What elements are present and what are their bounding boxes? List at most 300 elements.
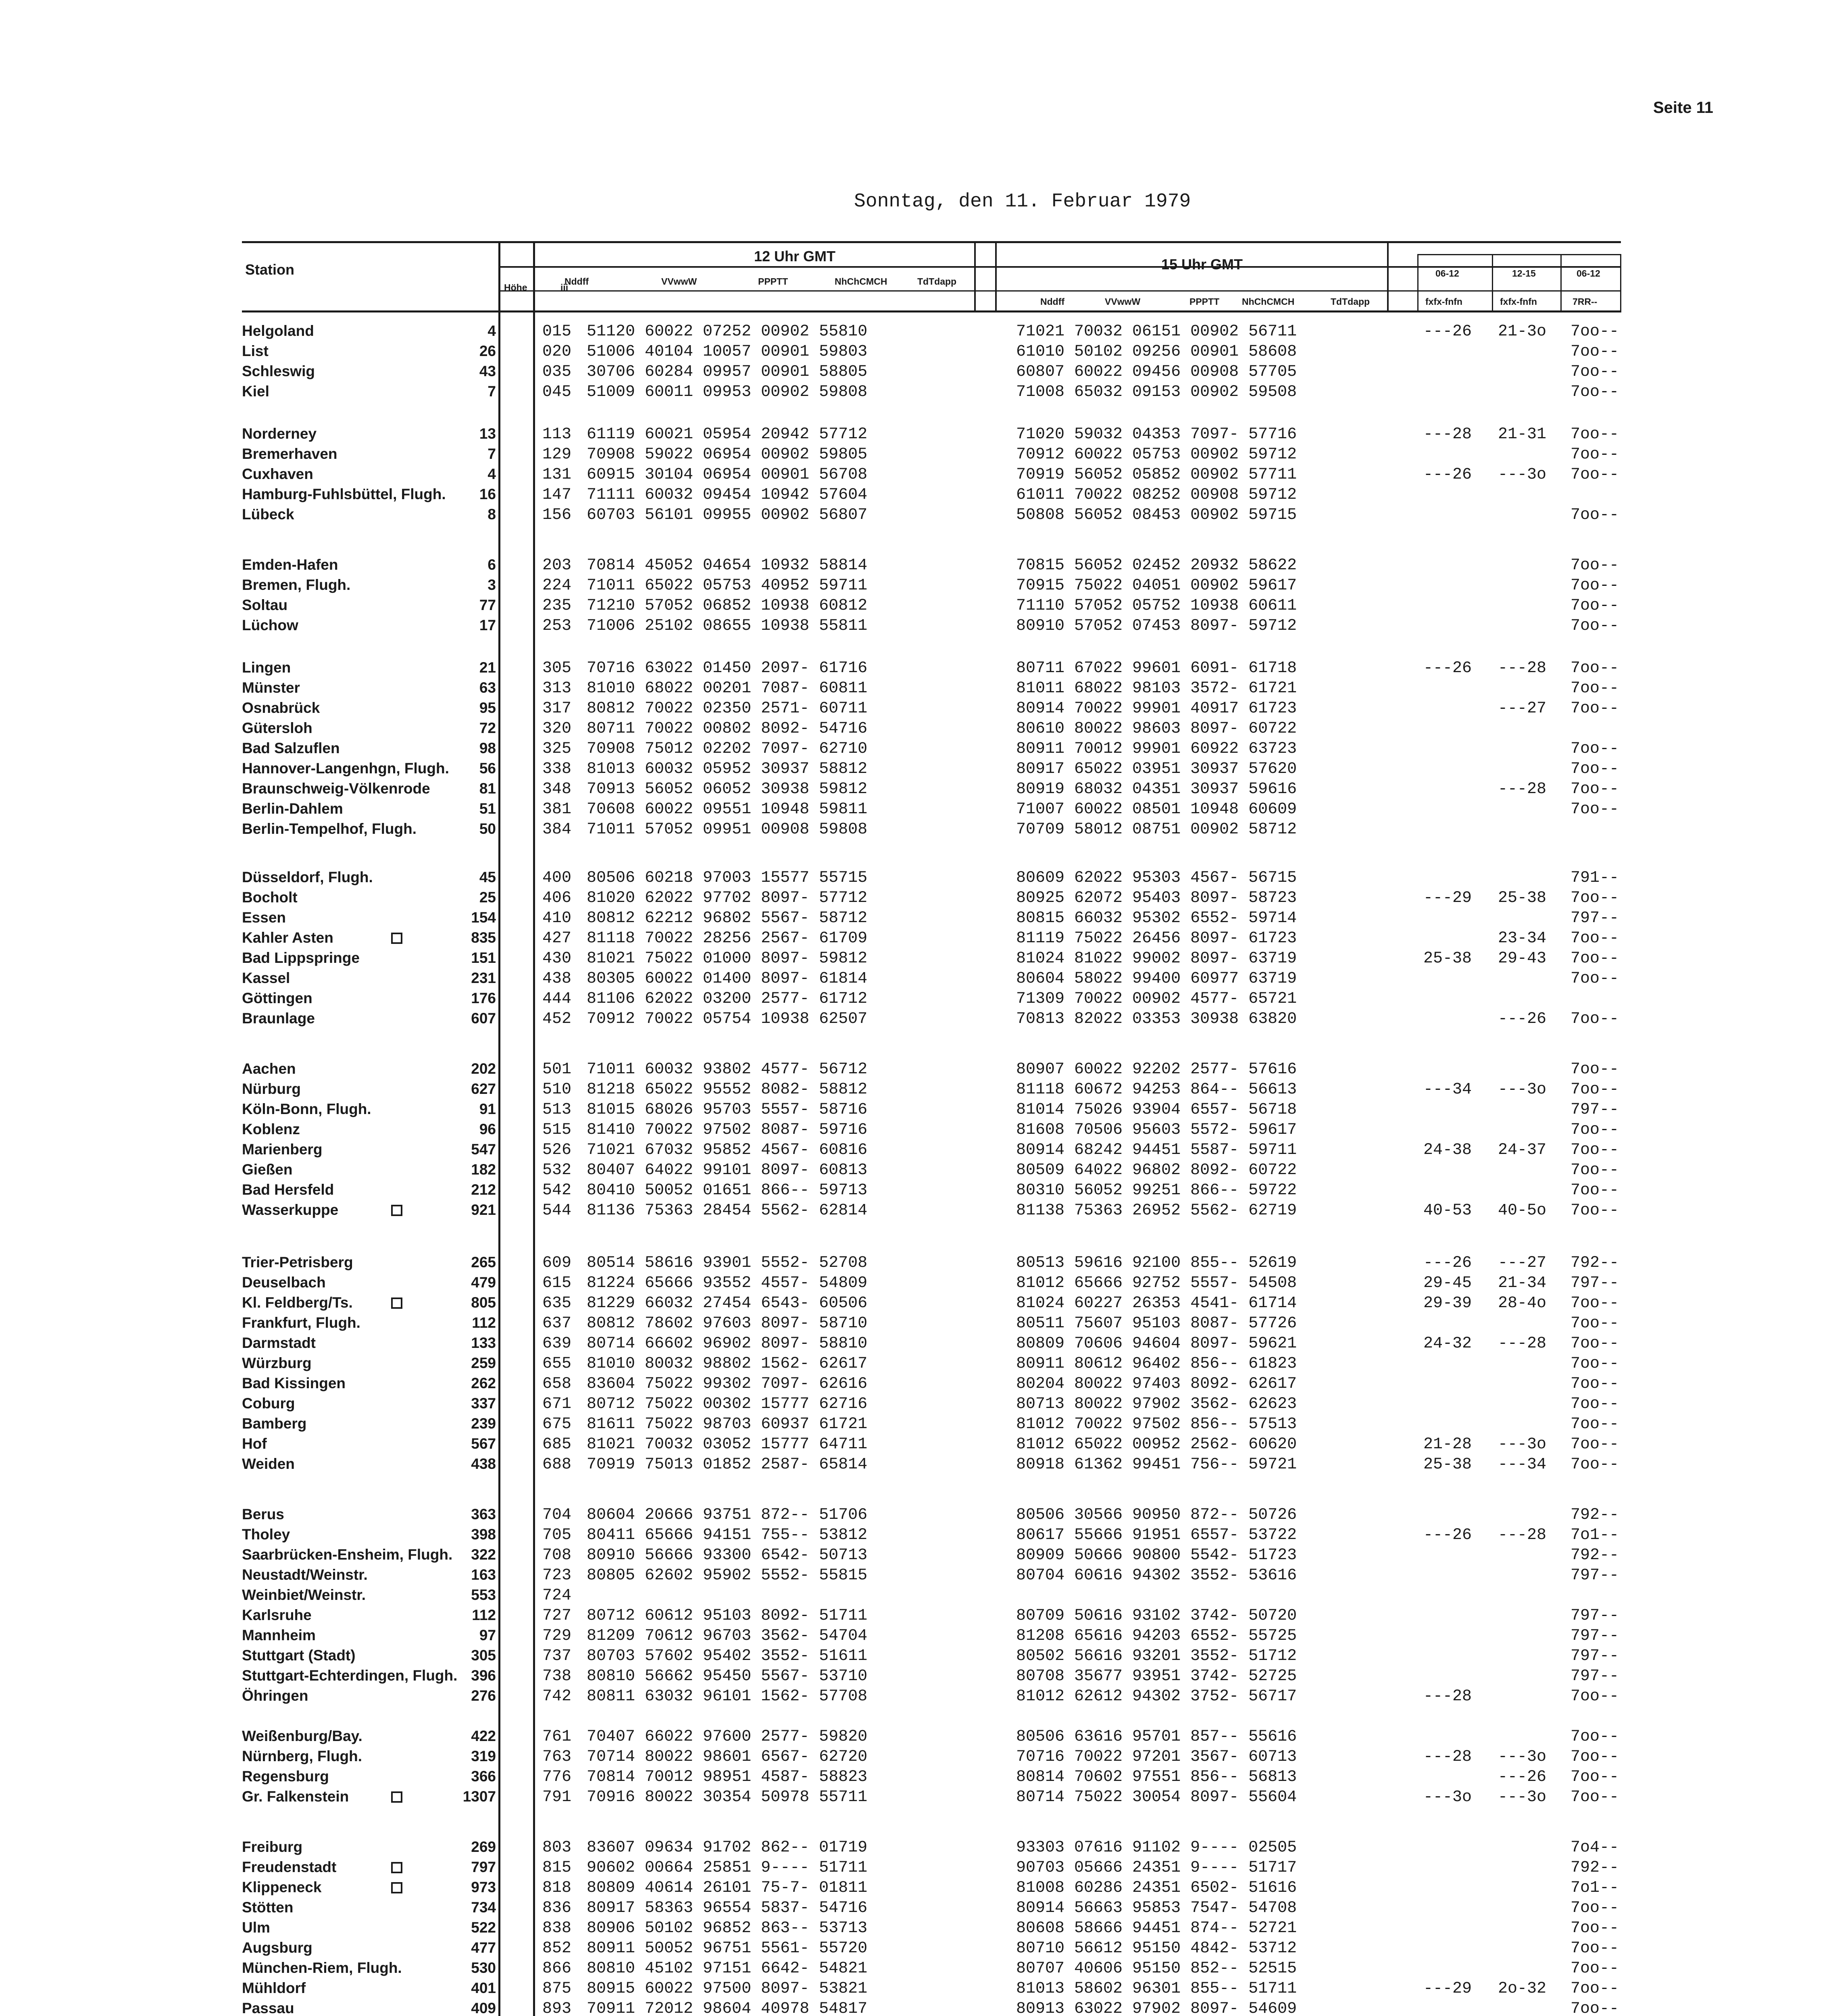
station-iii: 129 [542, 446, 572, 464]
station-iii: 381 [542, 800, 572, 818]
station-hoehe: 363 [471, 1506, 496, 1522]
station-name: Kahler Asten [242, 929, 333, 946]
station-hoehe: 477 [471, 1939, 496, 1956]
station-iii: 836 [542, 1899, 572, 1917]
sub12-vvwww: VVwwW [661, 276, 697, 287]
station-hoehe: 202 [471, 1060, 496, 1077]
station-iii: 430 [542, 950, 572, 968]
station-hoehe: 835 [471, 929, 496, 946]
station-name: Stuttgart (Stadt) [242, 1647, 356, 1664]
station-hoehe: 56 [479, 760, 496, 777]
obs-15-utc: 71309 70022 00902 4577- 65721 [1016, 990, 1297, 1008]
station-iii: 776 [542, 1768, 572, 1786]
temp-range-12-15: ---27 [1498, 1254, 1547, 1272]
obs-12-utc: 80812 62212 96802 5567- 58712 [587, 909, 868, 927]
obs-15-utc: 71021 70032 06151 00902 56711 [1016, 323, 1297, 341]
temp-range-12-15: ---26 [1498, 1768, 1547, 1786]
station-iii: 635 [542, 1294, 572, 1312]
station-iii: 305 [542, 659, 572, 677]
c15-end-rule [1387, 241, 1389, 312]
temp-range-06-12: ---26 [1423, 323, 1472, 341]
station-hoehe: 422 [471, 1728, 496, 1744]
obs-12-utc: 81021 70032 03052 15777 64711 [587, 1435, 868, 1454]
obs-15-utc: 70716 70022 97201 3567- 60713 [1016, 1748, 1297, 1766]
obs-15-utc: 70915 75022 04051 00902 59617 [1016, 577, 1297, 595]
station-name: Emden-Hafen [242, 556, 338, 573]
obs-15-utc: 80604 58022 99400 60977 63719 [1016, 970, 1297, 988]
station-hoehe: 176 [471, 990, 496, 1006]
station-iii: 639 [542, 1335, 572, 1353]
precip-06-12: 7oo-- [1571, 1375, 1619, 1393]
obs-12-utc: 80812 78602 97603 8097- 58710 [587, 1314, 868, 1333]
precip-06-12: 7oo-- [1571, 700, 1619, 718]
station-hoehe: 21 [479, 659, 496, 676]
station-iii: 704 [542, 1506, 572, 1524]
obs-12-utc: 70919 75013 01852 2587- 65814 [587, 1456, 868, 1474]
precip-06-12: 7oo-- [1571, 950, 1619, 968]
extra-top-rule [1417, 254, 1621, 255]
obs-12-utc: 80811 63032 96101 1562- 57708 [587, 1687, 868, 1706]
obs-12-utc: 81224 65666 93552 4557- 54809 [587, 1274, 868, 1292]
obs-15-utc: 80914 68242 94451 5587- 59711 [1016, 1141, 1297, 1159]
temp-range-12-15: ---26 [1498, 1010, 1547, 1028]
group-12-header: 12 Uhr GMT [754, 248, 836, 264]
mountain-station-square-icon [391, 1862, 402, 1873]
date-title: Sonntag, den 11. Februar 1979 [854, 191, 1191, 212]
obs-12-utc: 70608 60022 09551 10948 59811 [587, 800, 868, 818]
station-name: Göttingen [242, 990, 312, 1006]
precip-06-12: 7oo-- [1571, 1748, 1619, 1766]
mountain-station-square-icon [391, 1791, 402, 1803]
station-name: Karlsruhe [242, 1607, 312, 1623]
obs-15-utc: 80511 75607 95103 8087- 57726 [1016, 1314, 1297, 1333]
temp-range-06-12: ---29 [1423, 889, 1472, 907]
obs-15-utc: 93303 07616 91102 9---- 02505 [1016, 1839, 1297, 1857]
station-name: Helgoland [242, 323, 314, 339]
obs-12-utc: 70814 45052 04654 10932 58814 [587, 556, 868, 575]
obs-12-utc: 81015 68026 95703 5557- 58716 [587, 1101, 868, 1119]
station-hoehe: 154 [471, 909, 496, 926]
station-iii: 637 [542, 1314, 572, 1333]
station-name: Augsburg [242, 1939, 312, 1956]
page-number: Seite 11 [1653, 99, 1714, 117]
station-iii: 742 [542, 1687, 572, 1706]
station-iii: 838 [542, 1919, 572, 1937]
precip-06-12: 7oo-- [1571, 1788, 1619, 1806]
station-hoehe: 276 [471, 1687, 496, 1704]
obs-15-utc: 80925 62072 95403 8097- 58723 [1016, 889, 1297, 907]
obs-15-utc: 81011 68022 98103 3572- 61721 [1016, 679, 1297, 698]
obs-15-utc: 80708 35677 93951 3742- 52725 [1016, 1667, 1297, 1685]
temp-range-12-15: 24-37 [1498, 1141, 1547, 1159]
station-iii: 893 [542, 2000, 572, 2016]
obs-15-utc: 80914 56663 95853 7547- 54708 [1016, 1899, 1297, 1917]
station-name: Ulm [242, 1919, 270, 1936]
obs-15-utc: 60807 60022 09456 00908 57705 [1016, 363, 1297, 381]
sub15-cloud: NhChCMCH [1242, 296, 1295, 307]
station-iii: 542 [542, 1181, 572, 1200]
obs-15-utc: 80815 66032 95302 6552- 59714 [1016, 909, 1297, 927]
station-iii: 655 [542, 1355, 572, 1373]
obs-15-utc: 81119 75022 26456 8097- 61723 [1016, 929, 1297, 948]
station-name: Darmstadt [242, 1335, 316, 1351]
temp-range-12-15: 40-5o [1498, 1202, 1547, 1220]
temp-range-12-15: 29-43 [1498, 950, 1547, 968]
obs-15-utc: 70912 60022 05753 00902 59712 [1016, 446, 1297, 464]
station-iii: 658 [542, 1375, 572, 1393]
station-iii: 763 [542, 1748, 572, 1766]
obs-12-utc: 30706 60284 09957 00901 58805 [587, 363, 868, 381]
station-hoehe: 81 [479, 780, 496, 797]
station-iii: 384 [542, 821, 572, 839]
obs-15-utc: 81012 70022 97502 856-- 57513 [1016, 1415, 1297, 1433]
station-hoehe: 438 [471, 1456, 496, 1472]
precip-06-12: 7oo-- [1571, 425, 1619, 444]
obs-12-utc: 80506 60218 97003 15577 55715 [587, 869, 868, 887]
obs-12-utc: 70912 70022 05754 10938 62507 [587, 1010, 868, 1028]
station-name: Stuttgart-Echterdingen, Flugh. [242, 1667, 458, 1684]
obs-12-utc: 81021 75022 01000 8097- 59812 [587, 950, 868, 968]
c15-start-rule [995, 241, 997, 312]
station-iii: 526 [542, 1141, 572, 1159]
station-iii: 671 [542, 1395, 572, 1413]
obs-12-utc: 83607 09634 91702 862-- 01719 [587, 1839, 868, 1857]
ex3-rule [1560, 254, 1562, 312]
table-top-rule [242, 241, 1621, 243]
obs-12-utc: 70714 80022 98601 6567- 62720 [587, 1748, 868, 1766]
precip-06-12: 7oo-- [1571, 1768, 1619, 1786]
station-name: Bad Hersfeld [242, 1181, 334, 1198]
temp-range-12-15: ---34 [1498, 1456, 1547, 1474]
temp-range-12-15: ---3o [1498, 1788, 1547, 1806]
station-hoehe: 401 [471, 1980, 496, 1996]
obs-12-utc: 71011 65022 05753 40952 59711 [587, 577, 868, 595]
station-hoehe: 151 [471, 950, 496, 966]
station-hoehe: 567 [471, 1435, 496, 1452]
precip-06-12: 7oo-- [1571, 1687, 1619, 1706]
obs-15-utc: 81014 75026 93904 6557- 56718 [1016, 1101, 1297, 1119]
precip-06-12: 797-- [1571, 1607, 1619, 1625]
station-hoehe: 45 [479, 869, 496, 885]
obs-15-utc: 80714 75022 30054 8097- 55604 [1016, 1788, 1297, 1806]
station-name: Gießen [242, 1161, 293, 1178]
station-iii: 544 [542, 1202, 572, 1220]
temp-range-12-15: ---28 [1498, 659, 1547, 677]
temp-range-06-12: 25-38 [1423, 950, 1472, 968]
sub12-td: TdTdapp [917, 276, 957, 287]
obs-12-utc: 81013 60032 05952 30937 58812 [587, 760, 868, 778]
obs-12-utc: 71021 67032 95852 4567- 60816 [587, 1141, 868, 1159]
obs-12-utc: 81410 70022 97502 8087- 59716 [587, 1121, 868, 1139]
temp-range-06-12: ---28 [1423, 1687, 1472, 1706]
station-name: Kassel [242, 970, 290, 986]
obs-15-utc: 81608 70506 95603 5572- 59617 [1016, 1121, 1297, 1139]
precip-06-12: 7oo-- [1571, 1010, 1619, 1028]
station-name: List [242, 343, 269, 359]
station-iii: 723 [542, 1566, 572, 1585]
obs-12-utc: 80810 45102 97151 6642- 54821 [587, 1960, 868, 1978]
obs-12-utc: 80712 75022 00302 15777 62716 [587, 1395, 868, 1413]
station-hoehe: 25 [479, 889, 496, 906]
obs-15-utc: 80610 80022 98603 8097- 60722 [1016, 720, 1297, 738]
station-iii: 724 [542, 1587, 572, 1605]
station-hoehe: 322 [471, 1546, 496, 1563]
station-name: Freudenstadt [242, 1859, 337, 1875]
station-iii: 113 [542, 425, 572, 444]
precip-06-12: 7oo-- [1571, 760, 1619, 778]
station-name: Regensburg [242, 1768, 329, 1785]
obs-15-utc: 80907 60022 92202 2577- 57616 [1016, 1060, 1297, 1079]
station-hoehe: 398 [471, 1526, 496, 1543]
station-name: Osnabrück [242, 700, 320, 716]
station-hoehe: 319 [471, 1748, 496, 1764]
extra-header-3: 06-12 [1577, 268, 1600, 279]
obs-15-utc: 80506 63616 95701 857-- 55616 [1016, 1728, 1297, 1746]
temp-range-06-12: ---3o [1423, 1788, 1472, 1806]
obs-12-utc: 70814 70012 98951 4587- 58823 [587, 1768, 868, 1786]
station-iii: 438 [542, 970, 572, 988]
station-name: Weißenburg/Bay. [242, 1728, 362, 1744]
station-hoehe: 269 [471, 1839, 496, 1855]
obs-12-utc: 70916 80022 30354 50978 55711 [587, 1788, 868, 1806]
station-iii: 510 [542, 1081, 572, 1099]
obs-12-utc: 80915 60022 97500 8097- 53821 [587, 1980, 868, 1998]
station-name: Marienberg [242, 1141, 323, 1158]
station-name: Stötten [242, 1899, 294, 1916]
sub12-ppptt: PPPTT [758, 276, 788, 287]
station-hoehe: 3 [487, 577, 496, 593]
station-hoehe: 77 [479, 597, 496, 613]
station-header: Station [245, 261, 294, 278]
precip-06-12: 7oo-- [1571, 1202, 1619, 1220]
obs-12-utc: 51009 60011 09953 00902 59808 [587, 383, 868, 401]
precip-06-12: 7oo-- [1571, 383, 1619, 401]
header-bottom-rule [242, 310, 1621, 312]
precip-06-12: 7oo-- [1571, 1960, 1619, 1978]
station-name: Kiel [242, 383, 269, 400]
obs-15-utc: 61011 70022 08252 00908 59712 [1016, 486, 1297, 504]
station-hoehe: 43 [479, 363, 496, 379]
obs-15-utc: 50808 56052 08453 00902 59715 [1016, 506, 1297, 524]
station-iii: 737 [542, 1647, 572, 1665]
station-hoehe: 262 [471, 1375, 496, 1391]
station-name: Bremerhaven [242, 446, 337, 462]
iii-header: iii [560, 282, 569, 293]
station-iii: 729 [542, 1627, 572, 1645]
temp-range-06-12: 24-32 [1423, 1335, 1472, 1353]
extra-header-2: 12-15 [1512, 268, 1536, 279]
precip-06-12: 7o1-- [1571, 1526, 1619, 1544]
obs-15-utc: 80609 62022 95303 4567- 56715 [1016, 869, 1297, 887]
station-iii: 866 [542, 1960, 572, 1978]
station-name: Öhringen [242, 1687, 308, 1704]
precip-06-12: 7oo-- [1571, 1415, 1619, 1433]
temp-range-06-12: 29-45 [1423, 1274, 1472, 1292]
station-iii: 015 [542, 323, 572, 341]
obs-15-utc: 80310 56052 99251 866-- 59722 [1016, 1181, 1297, 1200]
obs-12-utc: 71210 57052 06852 10938 60812 [587, 597, 868, 615]
station-iii: 253 [542, 617, 572, 635]
station-hoehe: 17 [479, 617, 496, 633]
station-name: Bamberg [242, 1415, 307, 1432]
station-hoehe: 7 [487, 383, 496, 400]
precip-06-12: 7oo-- [1571, 1141, 1619, 1159]
temp-range-06-12: 24-38 [1423, 1141, 1472, 1159]
station-iii: 325 [542, 740, 572, 758]
obs-12-utc: 70908 75012 02202 7097- 62710 [587, 740, 868, 758]
precip-06-12: 7oo-- [1571, 343, 1619, 361]
station-hoehe: 50 [479, 821, 496, 837]
temp-range-12-15: ---28 [1498, 1335, 1547, 1353]
station-iii: 045 [542, 383, 572, 401]
station-hoehe: 96 [479, 1121, 496, 1137]
temp-range-06-12: 40-53 [1423, 1202, 1472, 1220]
precip-06-12: 7oo-- [1571, 1435, 1619, 1454]
ex1-rule [1417, 254, 1418, 312]
station-hoehe: 72 [479, 720, 496, 736]
precip-06-12: 7oo-- [1571, 679, 1619, 698]
precip-06-12: 797-- [1571, 1627, 1619, 1645]
station-name: Frankfurt, Flugh. [242, 1314, 360, 1331]
station-name: Klippeneck [242, 1879, 322, 1895]
station-name: Gr. Falkenstein [242, 1788, 349, 1805]
station-hoehe: 8 [487, 506, 496, 523]
mountain-station-square-icon [391, 1205, 402, 1216]
precip-06-12: 7oo-- [1571, 323, 1619, 341]
obs-15-utc: 81024 81022 99002 8097- 63719 [1016, 950, 1297, 968]
obs-15-utc: 80919 68032 04351 30937 59616 [1016, 780, 1297, 798]
station-iii: 515 [542, 1121, 572, 1139]
station-name: Neustadt/Weinstr. [242, 1566, 368, 1583]
obs-15-utc: 81013 58602 96301 855-- 51711 [1016, 1980, 1297, 1998]
station-name: Wasserkuppe [242, 1202, 339, 1218]
station-iii: 035 [542, 363, 572, 381]
obs-12-utc: 70908 59022 06954 00902 59805 [587, 446, 868, 464]
precip-06-12: 7oo-- [1571, 970, 1619, 988]
station-iii: 320 [542, 720, 572, 738]
precip-06-12: 797-- [1571, 1274, 1619, 1292]
station-name: Bad Lippspringe [242, 950, 360, 966]
obs-12-utc: 80809 40614 26101 75-7- 01811 [587, 1879, 868, 1897]
station-iii: 815 [542, 1859, 572, 1877]
obs-15-utc: 71008 65032 09153 00902 59508 [1016, 383, 1297, 401]
station-name: Hannover-Langenhgn, Flugh. [242, 760, 449, 777]
precip-06-12: 7oo-- [1571, 363, 1619, 381]
obs-12-utc: 70716 63022 01450 2097- 61716 [587, 659, 868, 677]
obs-12-utc: 81229 66032 27454 6543- 60506 [587, 1294, 868, 1312]
temp-range-06-12: ---26 [1423, 1526, 1472, 1544]
precip-06-12: 797-- [1571, 909, 1619, 927]
obs-12-utc: 71011 60032 93802 4577- 56712 [587, 1060, 868, 1079]
station-hoehe: 396 [471, 1667, 496, 1684]
obs-15-utc: 80509 64022 96802 8092- 60722 [1016, 1161, 1297, 1179]
station-hoehe: 212 [471, 1181, 496, 1198]
temp-range-06-12: 21-28 [1423, 1435, 1472, 1454]
precip-06-12: 7oo-- [1571, 780, 1619, 798]
station-name: Passau [242, 2000, 294, 2016]
mountain-station-square-icon [391, 1297, 402, 1309]
precip-06-12: 7oo-- [1571, 929, 1619, 948]
obs-12-utc: 80703 57602 95402 3552- 51611 [587, 1647, 868, 1665]
temp-range-06-12: ---26 [1423, 466, 1472, 484]
obs-12-utc: 61119 60021 05954 20942 57712 [587, 425, 868, 444]
station-iii: 803 [542, 1839, 572, 1857]
obs-15-utc: 80513 59616 92100 855-- 52619 [1016, 1254, 1297, 1272]
station-iii: 738 [542, 1667, 572, 1685]
station-hoehe: 734 [471, 1899, 496, 1916]
obs-15-utc: 80502 56616 93201 3552- 51712 [1016, 1647, 1297, 1665]
obs-12-utc: 80410 50052 01651 866-- 59713 [587, 1181, 868, 1200]
precip-06-12: 797-- [1571, 1667, 1619, 1685]
obs-12-utc: 70911 72012 98604 40978 54817 [587, 2000, 868, 2016]
precip-06-12: 7oo-- [1571, 1121, 1619, 1139]
precip-06-12: 7o1-- [1571, 1879, 1619, 1897]
obs-15-utc: 71110 57052 05752 10938 60611 [1016, 597, 1297, 615]
precip-06-12: 7oo-- [1571, 556, 1619, 575]
sub15-vvwww: VVwwW [1105, 296, 1141, 307]
station-name: Lüchow [242, 617, 298, 633]
precip-06-12: 7oo-- [1571, 1314, 1619, 1333]
obs-15-utc: 61010 50102 09256 00901 58608 [1016, 343, 1297, 361]
obs-15-utc: 80910 57052 07453 8097- 59712 [1016, 617, 1297, 635]
precip-06-12: 792-- [1571, 1859, 1619, 1877]
sub12-nddff: Nddff [564, 276, 589, 287]
temp-range-12-15: ---27 [1498, 700, 1547, 718]
station-name: Hamburg-Fuhlsbüttel, Flugh. [242, 486, 446, 502]
station-hoehe: 553 [471, 1587, 496, 1603]
temp-range-12-15: 25-38 [1498, 889, 1547, 907]
ex2-rule [1492, 254, 1493, 312]
obs-12-utc: 80917 58363 96554 5837- 54716 [587, 1899, 868, 1917]
station-iii: 532 [542, 1161, 572, 1179]
station-iii: 708 [542, 1546, 572, 1564]
station-iii: 685 [542, 1435, 572, 1454]
obs-12-utc: 80711 70022 00802 8092- 54716 [587, 720, 868, 738]
station-hoehe: 479 [471, 1274, 496, 1291]
obs-12-utc: 81020 62022 97702 8097- 57712 [587, 889, 868, 907]
station-hoehe: 1307 [462, 1788, 496, 1805]
precip-06-12: 791-- [1571, 869, 1619, 887]
iii-col-rule [533, 241, 535, 2016]
station-hoehe: 265 [471, 1254, 496, 1270]
obs-12-utc: 70913 56052 06052 30938 59812 [587, 780, 868, 798]
temp-range-12-15: 2o-32 [1498, 1980, 1547, 1998]
station-name: Braunschweig-Völkenrode [242, 780, 430, 797]
station-name: Berlin-Tempelhof, Flugh. [242, 821, 417, 837]
obs-15-utc: 80204 80022 97403 8092- 62617 [1016, 1375, 1297, 1393]
obs-15-utc: 71007 60022 08501 10948 60609 [1016, 800, 1297, 818]
obs-15-utc: 80914 70022 99901 40917 61723 [1016, 700, 1297, 718]
obs-15-utc: 80711 67022 99601 6091- 61718 [1016, 659, 1297, 677]
station-name: Hof [242, 1435, 267, 1452]
precip-06-12: 7oo-- [1571, 466, 1619, 484]
obs-12-utc: 81136 75363 28454 5562- 62814 [587, 1202, 868, 1220]
station-name: Braunlage [242, 1010, 315, 1027]
precip-06-12: 7o4-- [1571, 1839, 1619, 1857]
precip-06-12: 792-- [1571, 1506, 1619, 1524]
obs-15-utc: 70813 82022 03353 30938 63820 [1016, 1010, 1297, 1028]
obs-12-utc: 80810 56662 95450 5567- 53710 [587, 1667, 868, 1685]
station-iii: 615 [542, 1274, 572, 1292]
precip-06-12: 7oo-- [1571, 617, 1619, 635]
obs-15-utc: 80913 63022 97902 8097- 54609 [1016, 2000, 1297, 2016]
station-iii: 338 [542, 760, 572, 778]
sub15-ppptt: PPPTT [1189, 296, 1220, 307]
station-name: Bremen, Flugh. [242, 577, 351, 593]
obs-15-utc: 80506 30566 90950 872-- 50726 [1016, 1506, 1297, 1524]
station-name: Cuxhaven [242, 466, 313, 482]
station-name: Schleswig [242, 363, 315, 379]
